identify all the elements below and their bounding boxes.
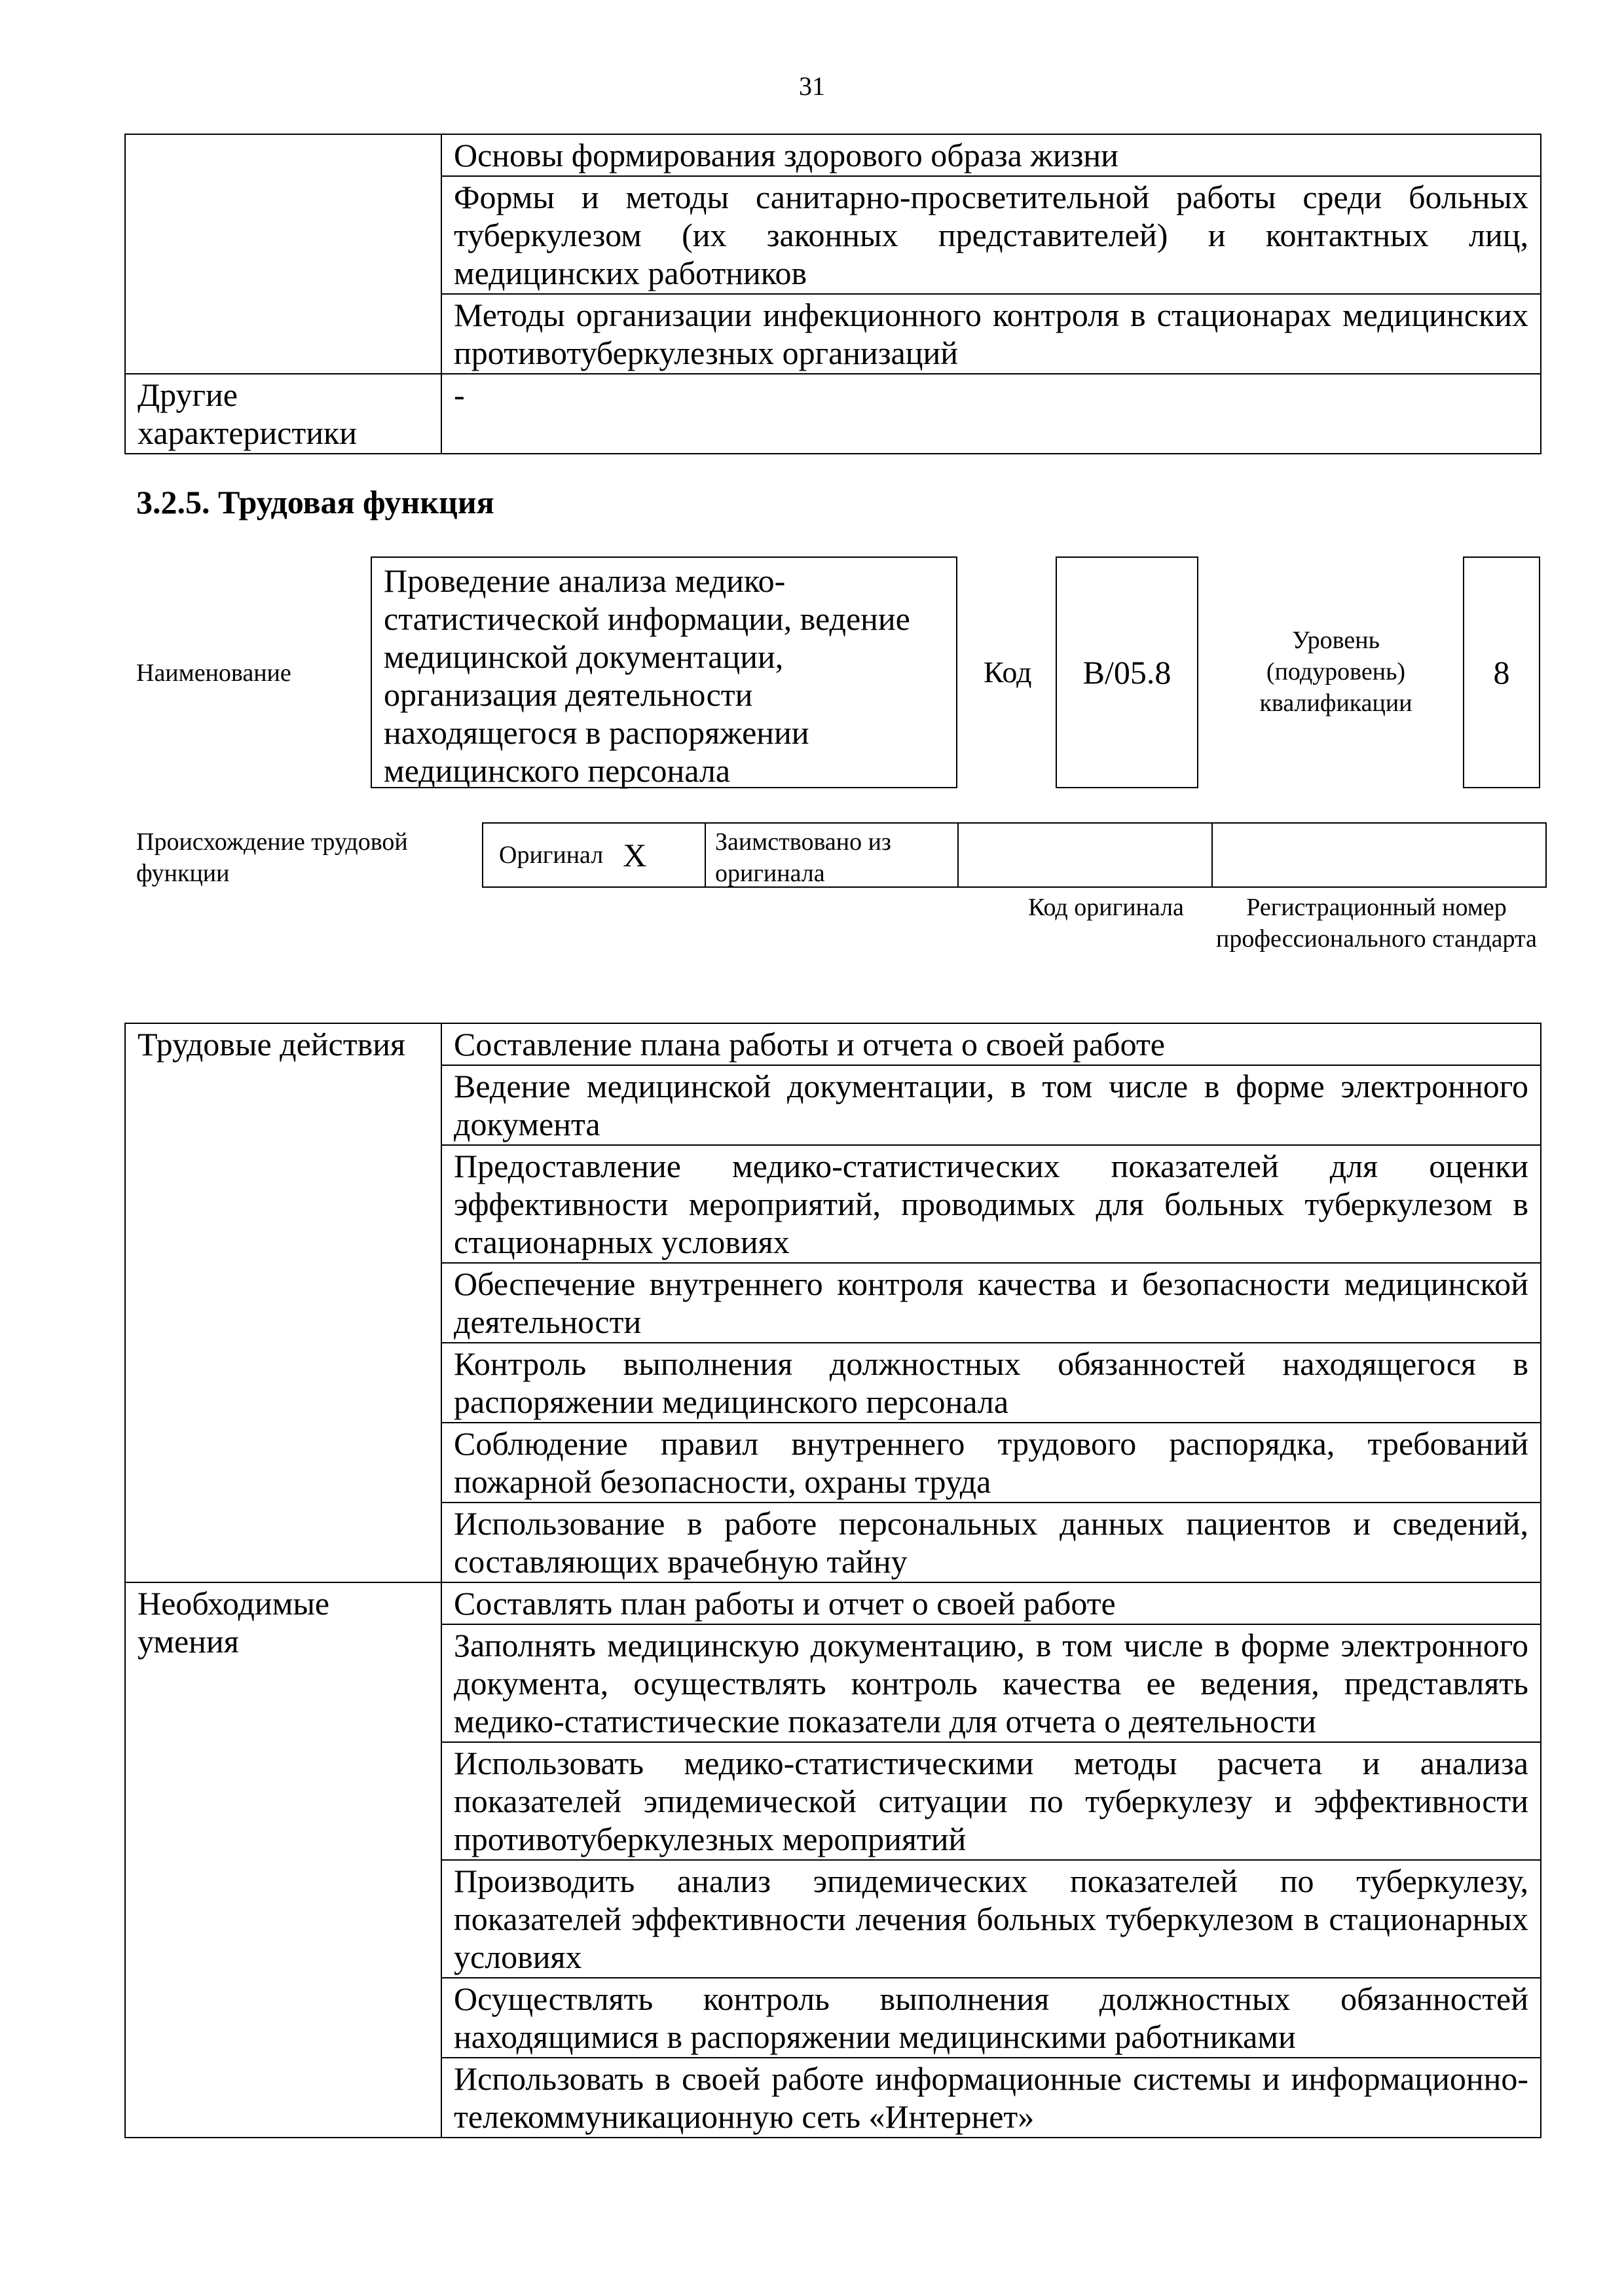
labor-action-item: Составление плана работы и отчета о своей работе (441, 1023, 1541, 1065)
name-label: Наименование (136, 659, 291, 687)
page-number: 31 (799, 71, 825, 101)
table-row (125, 294, 1541, 374)
registration-number-cell (1211, 822, 1547, 888)
table-row (125, 374, 1541, 454)
section-heading: 3.2.5. Трудовая функция (136, 484, 494, 520)
table-row (125, 1582, 1541, 1624)
labor-action-item: Соблюдение правил внутреннего трудового распорядка, требований пожарной безопасности, охраны труда (441, 1423, 1541, 1503)
skills-label: Необходимые умения (125, 1582, 441, 2138)
table-row (125, 134, 1541, 176)
knowledge-item: Формы и методы санитарно-просветительной работы среди больных туберкулезом (их законных представителей) и контактных лиц, медицинских работников (441, 176, 1541, 294)
registration-number-label: Регистрационный номер профессионального стандарта (1216, 894, 1537, 953)
borrowed-cell: Заимствовано из оригинала (705, 822, 959, 888)
knowledge-table-continuation (124, 134, 1541, 454)
skill-item: Составлять план работы и отчет о своей работе (441, 1582, 1541, 1624)
function-name-box: Проведение анализа медико-статистической информации, ведение медицинской документации, организация деятельности находящегося в распоряжении медицинского персонала (371, 556, 957, 788)
labor-action-item: Использование в работе персональных данных пациентов и сведений, составляющих врачебную тайну (441, 1503, 1541, 1582)
table-row (125, 176, 1541, 294)
origin-row (482, 822, 1547, 888)
knowledge-item: Основы формирования здорового образа жизни (441, 134, 1541, 176)
other-characteristics-value: - (441, 374, 1541, 454)
row-label-empty (125, 134, 441, 176)
row-label-empty (125, 176, 441, 294)
original-code-label: Код оригинала (1028, 894, 1184, 921)
origin-label: Происхождение трудовой функции (136, 828, 408, 887)
skill-item: Заполнять медицинскую документацию, в том числе в форме электронного документа, осуществлять контроль качества ее ведения, представлять медико-статистические показатели для отчета о деятельности (441, 1624, 1541, 1742)
row-label-empty (125, 294, 441, 374)
labor-actions-label: Трудовые действия (125, 1023, 441, 1582)
knowledge-item: Методы организации инфекционного контроля в стационарах медицинских противотуберкулезных организаций (441, 294, 1541, 374)
labor-function-table (124, 1023, 1541, 2138)
labor-action-item: Предоставление медико-статистических показателей для оценки эффективности мероприятий, проводимых для больных туберкулезом в стационарных условиях (441, 1145, 1541, 1263)
function-code-box: B/05.8 (1056, 556, 1198, 788)
skill-item: Производить анализ эпидемических показателей по туберкулезу, показателей эффективности лечения больных туберкулезом в стационарных условиях (441, 1860, 1541, 1978)
row-label-other-characteristics: Другие характеристики (125, 374, 441, 454)
original-label: Оригинал (499, 841, 604, 869)
skill-item: Использовать в своей работе информационные системы и информационно-телекоммуникационную сеть «Интернет» (441, 2058, 1541, 2138)
qualification-level-box: 8 (1463, 556, 1540, 788)
labor-action-item: Ведение медицинской документации, в том числе в форме электронного документа (441, 1065, 1541, 1145)
labor-action-item: Обеспечение внутреннего контроля качества и безопасности медицинской деятельности (441, 1263, 1541, 1343)
labor-action-item: Контроль выполнения должностных обязанностей находящегося в распоряжении медицинского персонала (441, 1343, 1541, 1423)
qualification-level-label: Уровень (подуровень) квалификации (1259, 627, 1412, 717)
original-cell (482, 822, 706, 888)
original-mark: X (623, 837, 647, 873)
original-code-cell (957, 822, 1213, 888)
table-row (125, 1023, 1541, 1065)
skill-item: Осуществлять контроль выполнения должностных обязанностей находящимися в распоряжении медицинскими работниками (441, 1978, 1541, 2058)
code-label: Код (984, 655, 1032, 689)
skill-item: Использовать медико-статистическими методы расчета и анализа показателей эпидемической ситуации по туберкулезу и эффективности противотуберкулезных мероприятий (441, 1742, 1541, 1860)
